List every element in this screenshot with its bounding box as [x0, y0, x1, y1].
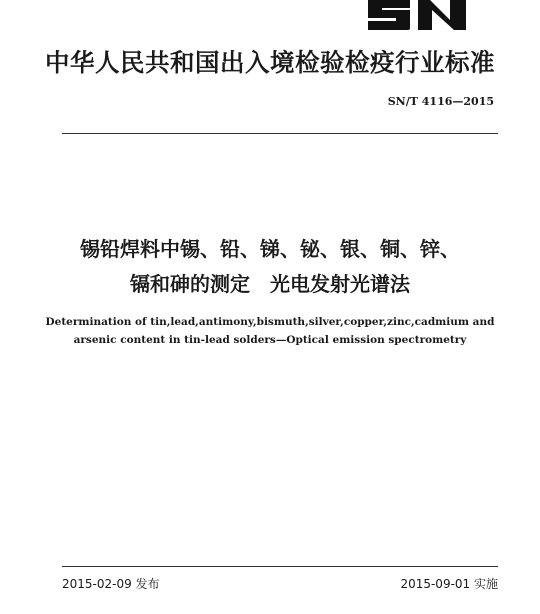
- issue-date: 2015-02-09 发布: [62, 577, 160, 591]
- sn-logo: [366, 0, 470, 30]
- chinese-title-line-2: 镉和砷的测定 光电发射光谱法: [130, 272, 410, 296]
- issuing-authority-title: 中华人民共和国出入境检验检疫行业标准: [45, 48, 495, 77]
- english-title-line-1: Determination of tin,lead,antimony,bismuth,silver,copper,zinc,cadmium and: [45, 316, 495, 328]
- implementation-date: 2015-09-01 实施: [400, 577, 498, 591]
- english-title-line-2: arsenic content in tin-lead solders—Optical emission spectrometry: [73, 334, 467, 346]
- standard-number: SN/T 4116—2015: [387, 95, 494, 108]
- sn-logo-graphic: [366, 0, 470, 30]
- top-divider: [62, 133, 498, 134]
- bottom-divider: [62, 566, 498, 567]
- chinese-title-line-1: 锡铅焊料中锡、铅、锑、铋、银、铜、锌、: [80, 237, 460, 261]
